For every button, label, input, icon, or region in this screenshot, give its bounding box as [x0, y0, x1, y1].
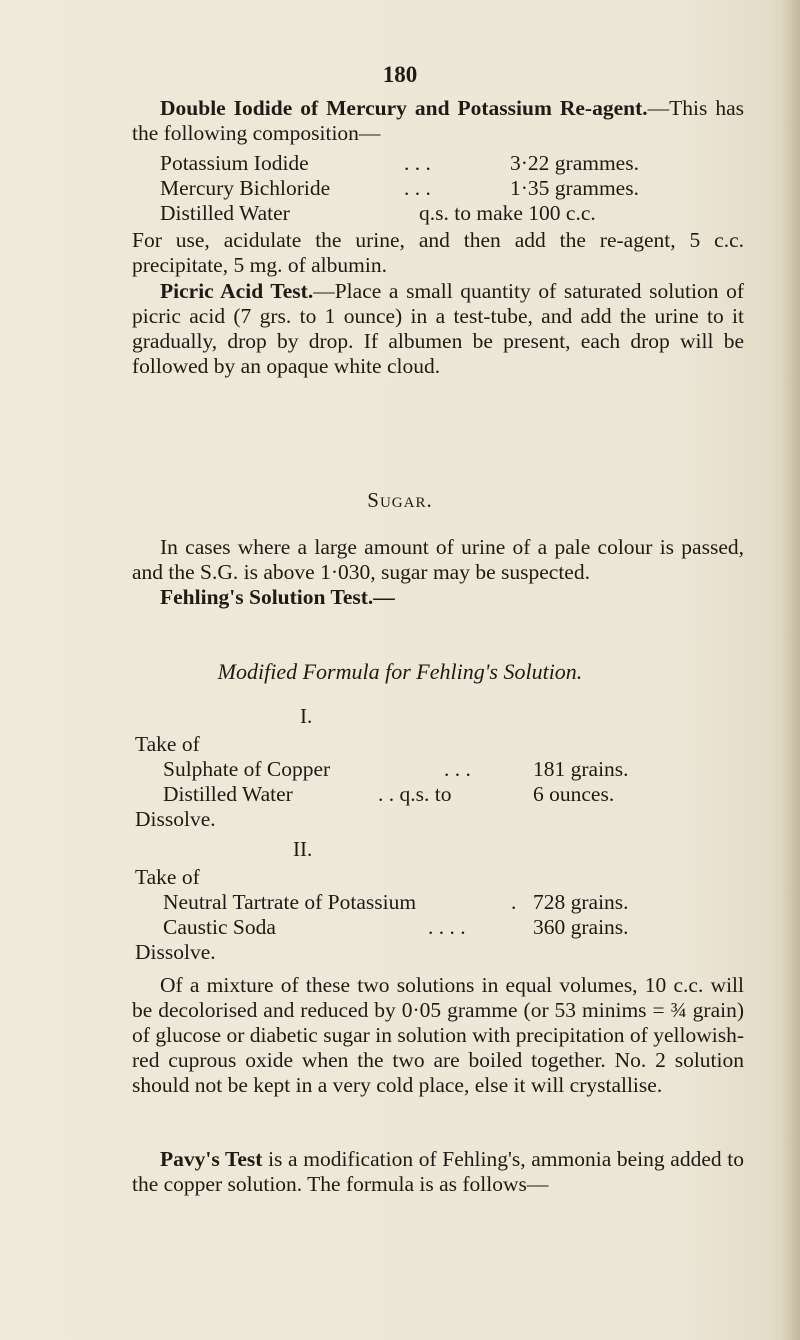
solution1-row1-amount: 181 grains.	[533, 757, 629, 781]
paragraph-sugar-intro: In cases where a large amount of urine of a pale colour is passed, and the S.G. is above 1·030, sugar may be suspected.	[132, 535, 744, 584]
composition-dots-1: . . .	[404, 151, 431, 175]
solution1-take-of: Take of	[135, 732, 200, 756]
composition-amount-3: q.s. to make 100 c.c.	[419, 201, 596, 225]
solution1-row2-dots: . . q.s. to	[378, 782, 452, 806]
paragraph-reagent-text: —This has the following composition—	[132, 96, 744, 145]
paragraph-picric-text: —Place a small quantity of saturated solution of picric acid (7 grs. to 1 ounce) in a test-tube, and add the urine to it gradually, drop by drop. If albumen be present, each drop will be followed by an opaque white cloud.	[132, 279, 744, 378]
solution1-row2-name: Distilled Water	[163, 782, 293, 806]
paragraph-mixture: Of a mixture of these two solutions in equal volumes, 10 c.c. will be decolorised and reduced by 0·05 gramme (or 53 minims = ¾ grain) of glucose or diabetic sugar in solution with precipitation of yellowish-red cuprous oxide when the two are boiled together. No. 2 solution should not be kept in a very cold place, else it will crystallise.	[132, 973, 744, 1097]
composition-name-3: Distilled Water	[160, 201, 290, 225]
solution-numeral-1: I.	[300, 704, 313, 728]
solution2-row2-name: Caustic Soda	[163, 915, 276, 939]
solution1-dissolve: Dissolve.	[135, 807, 216, 831]
section-heading-sugar: Sugar.	[367, 488, 433, 512]
composition-amount-1: 3·22 grammes.	[510, 151, 639, 175]
runin-heading-fehling: Fehling's Solution Test.—	[160, 585, 395, 609]
composition-amount-2: 1·35 grammes.	[510, 176, 639, 200]
paragraph-for-use: For use, acidulate the urine, and then add the re-agent, 5 c.c. precipitate, 5 mg. of albumin.	[132, 228, 744, 277]
paragraph-reagent	[132, 96, 744, 146]
runin-heading-pavy: Pavy's Test	[160, 1147, 263, 1171]
solution2-row2-amount: 360 grains.	[533, 915, 629, 939]
solution-numeral-2: II.	[293, 837, 313, 861]
runin-heading-picric: Picric Acid Test.	[160, 279, 314, 303]
solution2-row1-dots: .	[511, 890, 517, 914]
solution1-row2-amount: 6 ounces.	[533, 782, 615, 806]
runin-heading-reagent: Double Iodide of Mercury and Potassium Re-agent.	[160, 96, 648, 120]
page-number: 180	[382, 62, 418, 87]
composition-name-2: Mercury Bichloride	[160, 176, 331, 200]
paragraph-pavy-text: is a modification of Fehling's, ammonia being added to the copper solution. The formula is as follows—	[132, 1147, 744, 1196]
composition-name-1: Potassium Iodide	[160, 151, 309, 175]
solution2-row2-dots: . . . .	[428, 915, 466, 939]
paragraph-pavys-test	[132, 1147, 744, 1197]
paragraph-picric-acid	[132, 279, 744, 379]
paragraph-fehling-test	[132, 585, 744, 610]
formula-heading: Modified Formula for Fehling's Solution.	[217, 659, 583, 684]
solution1-row1-name: Sulphate of Copper	[163, 757, 331, 781]
solution2-row1-amount: 728 grains.	[533, 890, 629, 914]
composition-dots-2: . . .	[404, 176, 431, 200]
solution1-row1-dots: . . .	[444, 757, 471, 781]
solution2-row1-name: Neutral Tartrate of Potassium	[163, 890, 417, 914]
solution2-take-of: Take of	[135, 865, 200, 889]
solution2-dissolve: Dissolve.	[135, 940, 216, 964]
